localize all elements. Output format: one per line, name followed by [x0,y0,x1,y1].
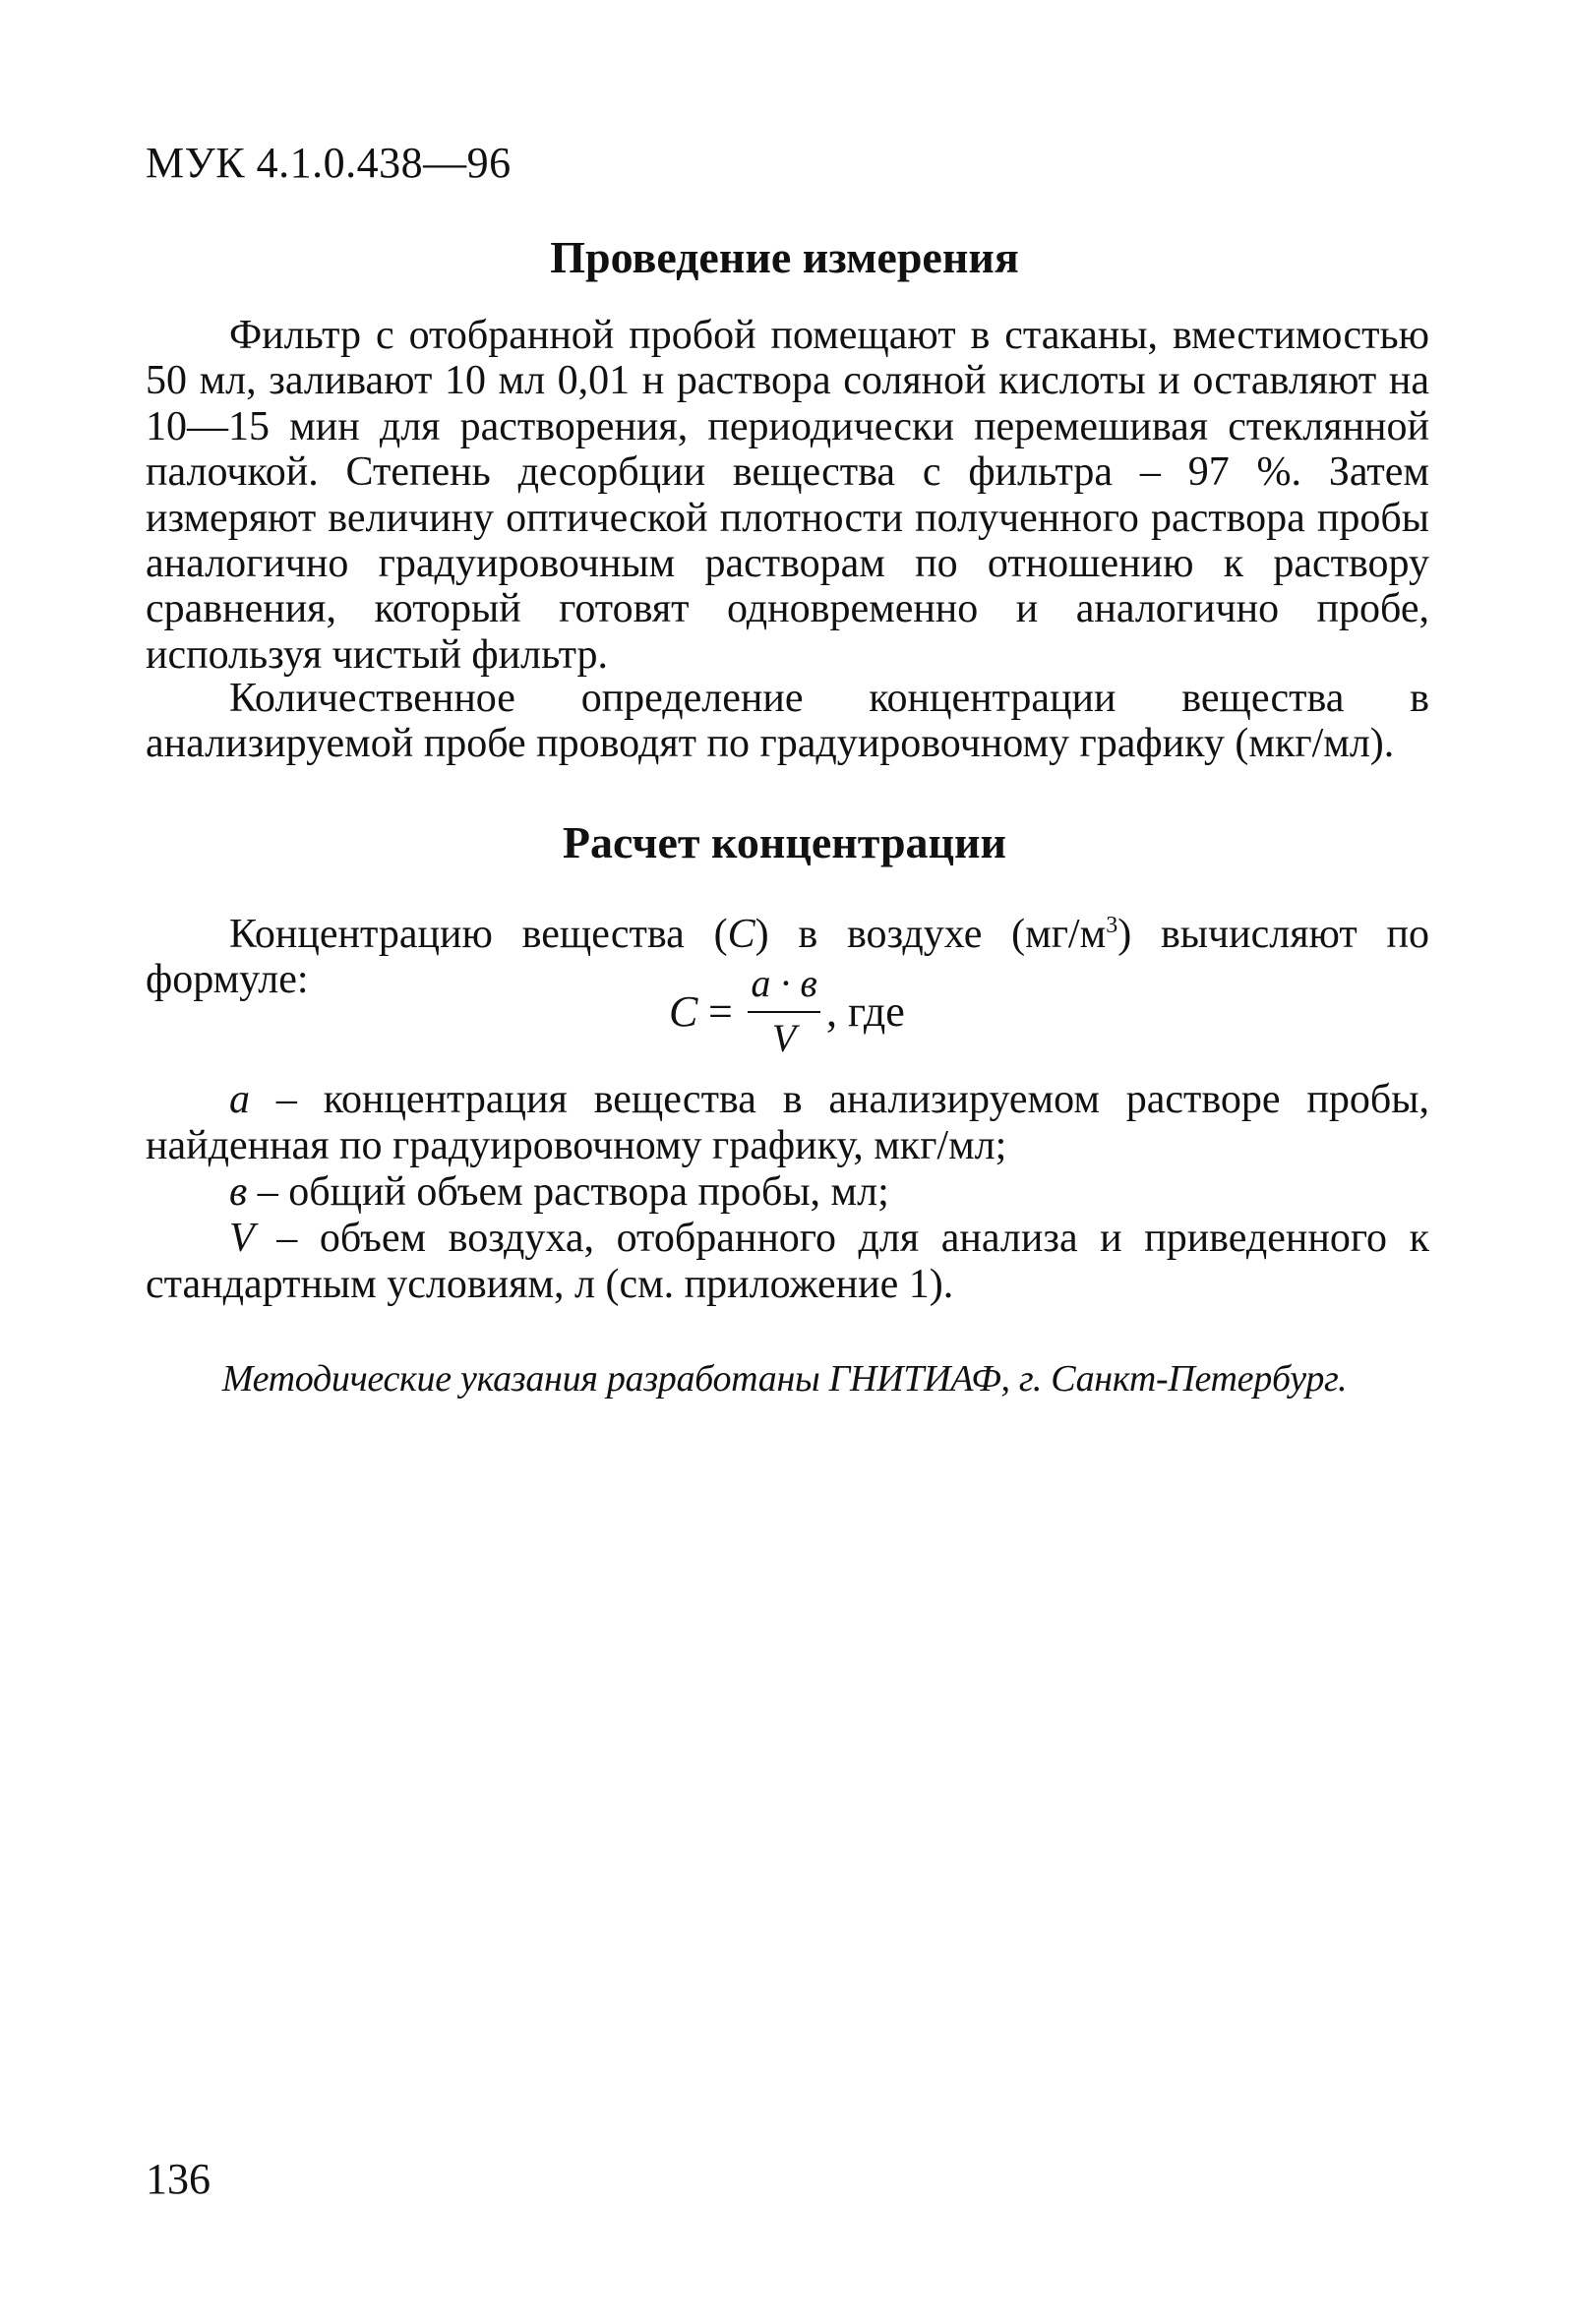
formula-numerator: a · в [751,961,817,1005]
quantification-paragraph: Количественное определение концентрации вещества в анализируемой пробе проводят по градуировочному графику (мкг/мл). [146,676,1429,767]
concentration-formula [0,961,1569,1072]
formula-tail: , где [826,987,905,1036]
formula-lhs: C [669,987,698,1036]
formula-intro: Концентрацию вещества (С) в воздухе $(мг/м^3)$ вычисляют по формуле: [146,912,1429,1003]
document-code: МУК 4.1.0.438—96 [146,139,512,187]
formula-denominator: V [771,1016,797,1060]
definition-a: a – концентрация вещества в анализируемом растворе пробы, найденная по градуировочному графику, мкг/мл; [146,1077,1429,1168]
section-title-calculation: Расчет концентрации [562,817,1007,867]
definition-v-volume: в – общий объем раствора пробы, мл; [229,1169,889,1215]
variable-definitions [146,1077,1429,1308]
definition-V-air: V – объем воздуха, отобранного для анализа и приведенного к стандартным условиям, л (см. приложение 1). [146,1216,1429,1307]
formula-equals: = [708,987,733,1036]
developer-note: Методические указания разработаны ГНИТИАФ, г. Санкт-Петербург. [221,1358,1348,1400]
fraction-bar [748,1011,820,1013]
measurement-paragraph: Фильтр с отобранной пробой помещают в стаканы, вместимостью 50 мл, заливают 10 мл 0,01 н раствора соляной кислоты и оставляют на 10—15 мин для растворения, периодически перемешивая стеклянной палочкой. Степень десорбции вещества с фильтра – 97 %. Затем измеряют величину оптической плотности полученного раствора пробы аналогично градуировочным растворам по отношению к раствору сравнения, который готовят одновременно и аналогично пробе, используя чистый фильтр. [146,313,1429,678]
section-title-measurement: Проведение измерения [550,232,1019,282]
page-number: 136 [146,2155,211,2203]
